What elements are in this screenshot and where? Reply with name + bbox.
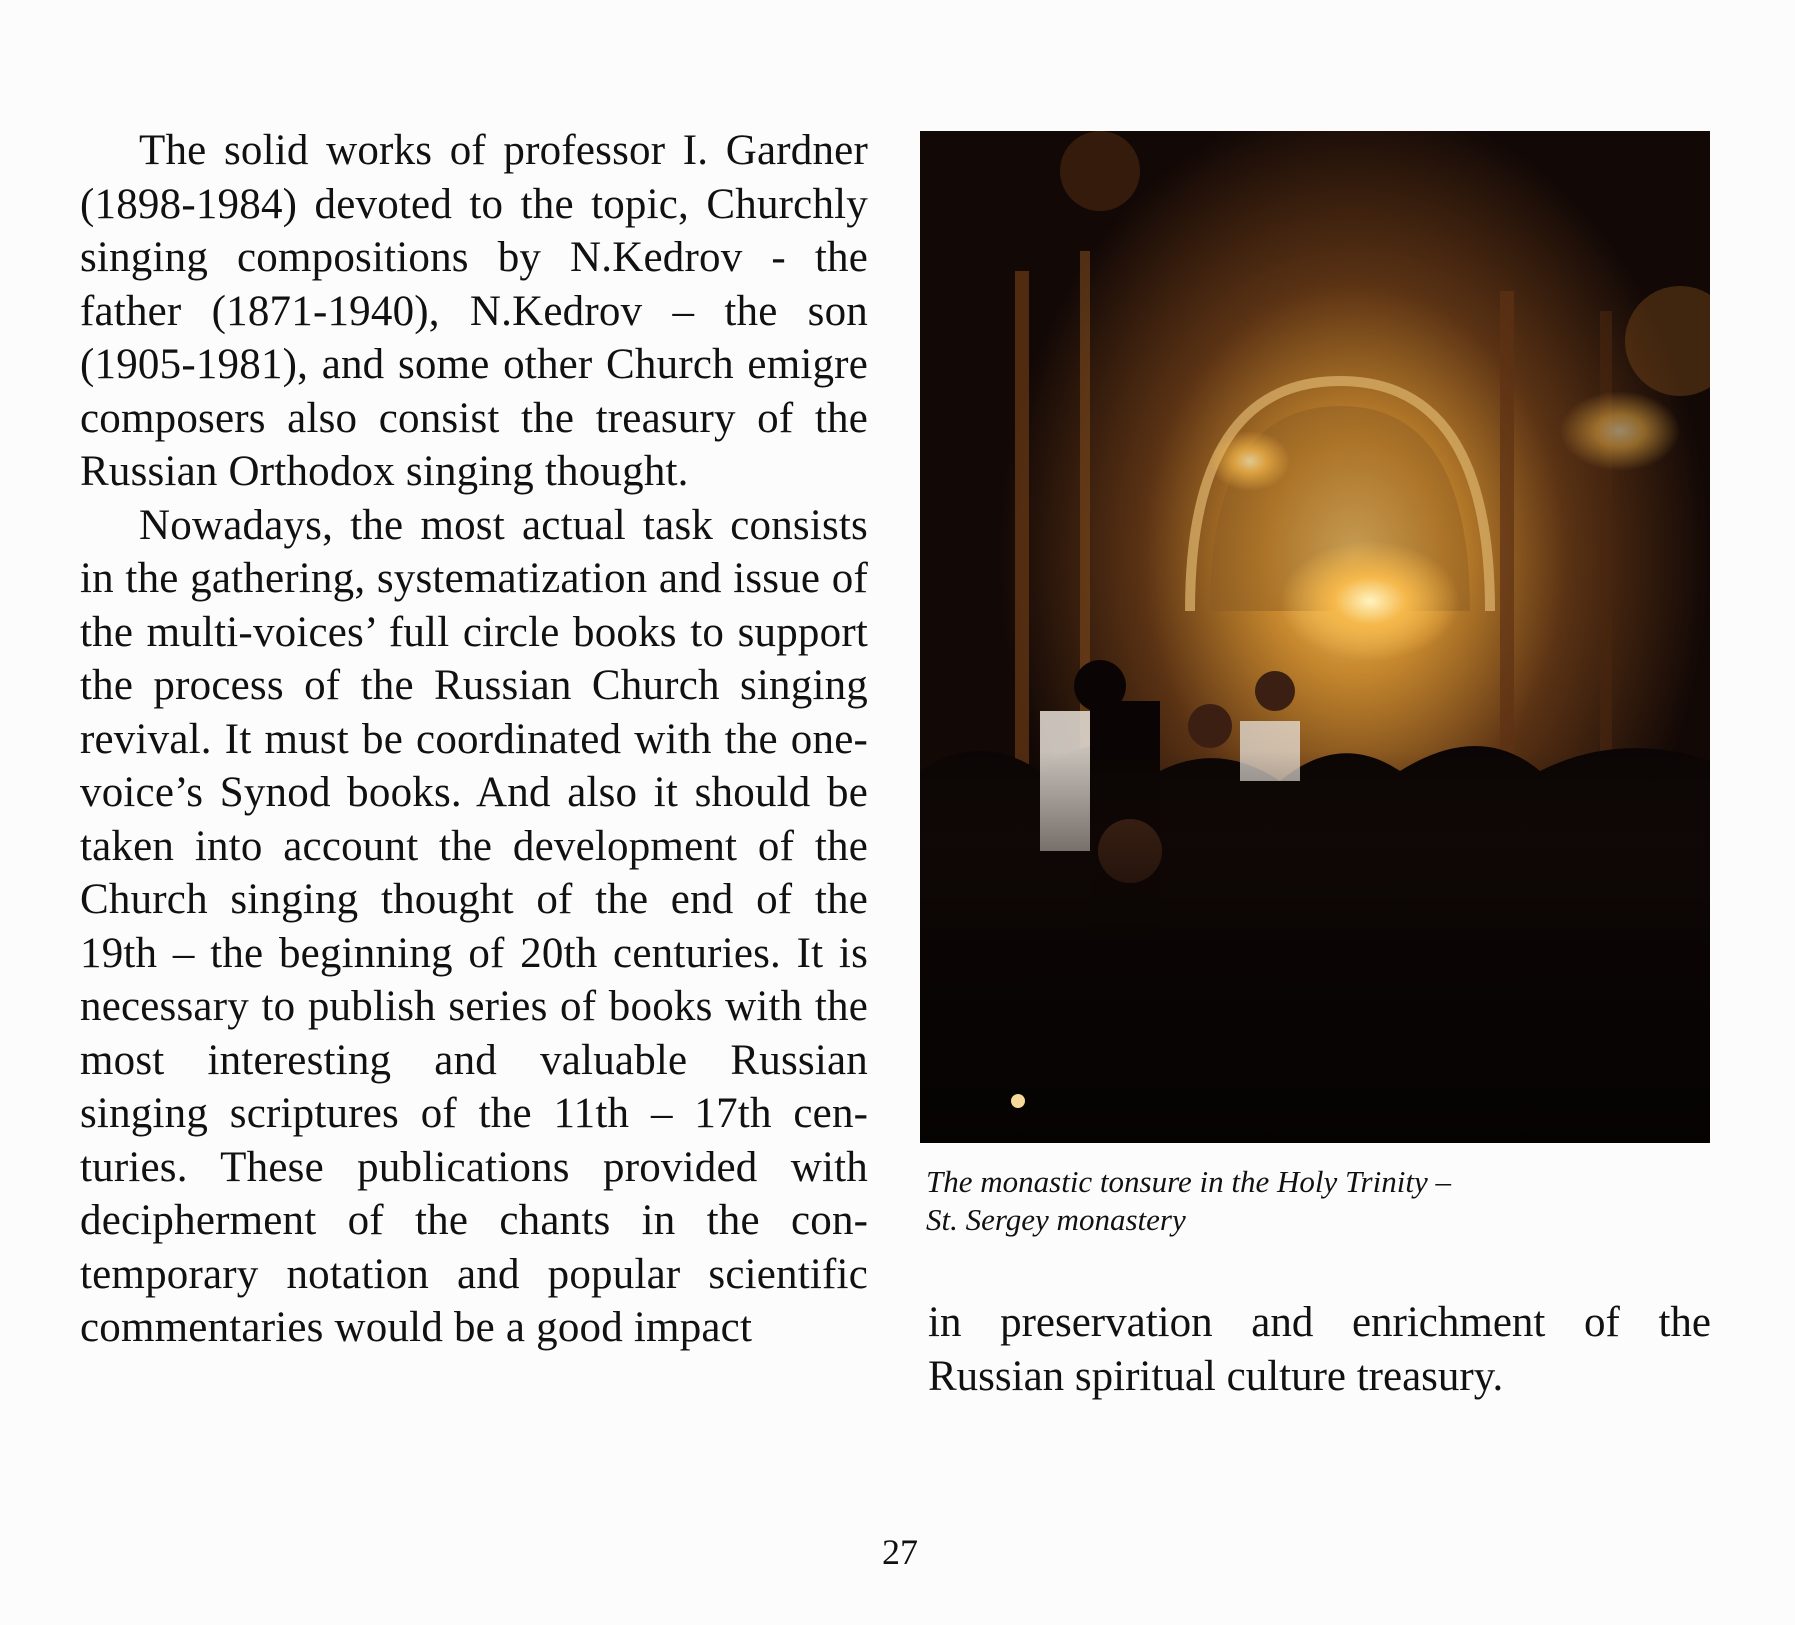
paragraph-nowadays: Nowadays, the most actual task consists in the gathering, systematization and issue of the multi-voices’ full circle books to support the process of the Russian Church singing revival. It must be coordinated with the one-voice’s Synod books. And also it should be taken into account the development of the Church singing thought of the end of the 19th – the beginning of 20th centuries. It is necessary to publish series of books with the most interesting and valuable Russian singing scriptures of the 11th – 17th centuries. These publications provided with decipherment of the chants in the contemporary notation and popular scientific commentaries would be a good impact [80,501,868,1351]
continuation-line-1: in preservation and enrichment of the [928,1299,1711,1346]
monastery-photo [920,131,1710,1143]
paragraph-gardner: The solid works of professor I. Gardner (1898-1984) devoted to the topic, Churchly singing compositions by N.Kedrov - the father (1871-1940), N.Kedrov – the son (1905-1981), and some other Church emigre composers also consist the treasury of the Russian Orthodox singing thought. [80,127,868,495]
tonsure-ceremony-image [920,131,1710,1143]
right-text-column [928,1296,1711,1403]
photo-caption [926,1163,1686,1239]
left-text-column [80,124,868,1355]
caption-line-2: St. Sergey monastery [926,1202,1186,1237]
caption-line-1: The monastic tonsure in the Holy Trinity – [926,1164,1451,1199]
page-number: 27 [882,1532,918,1572]
continuation-line-2: Russian spiritual culture treasury. [928,1352,1504,1400]
